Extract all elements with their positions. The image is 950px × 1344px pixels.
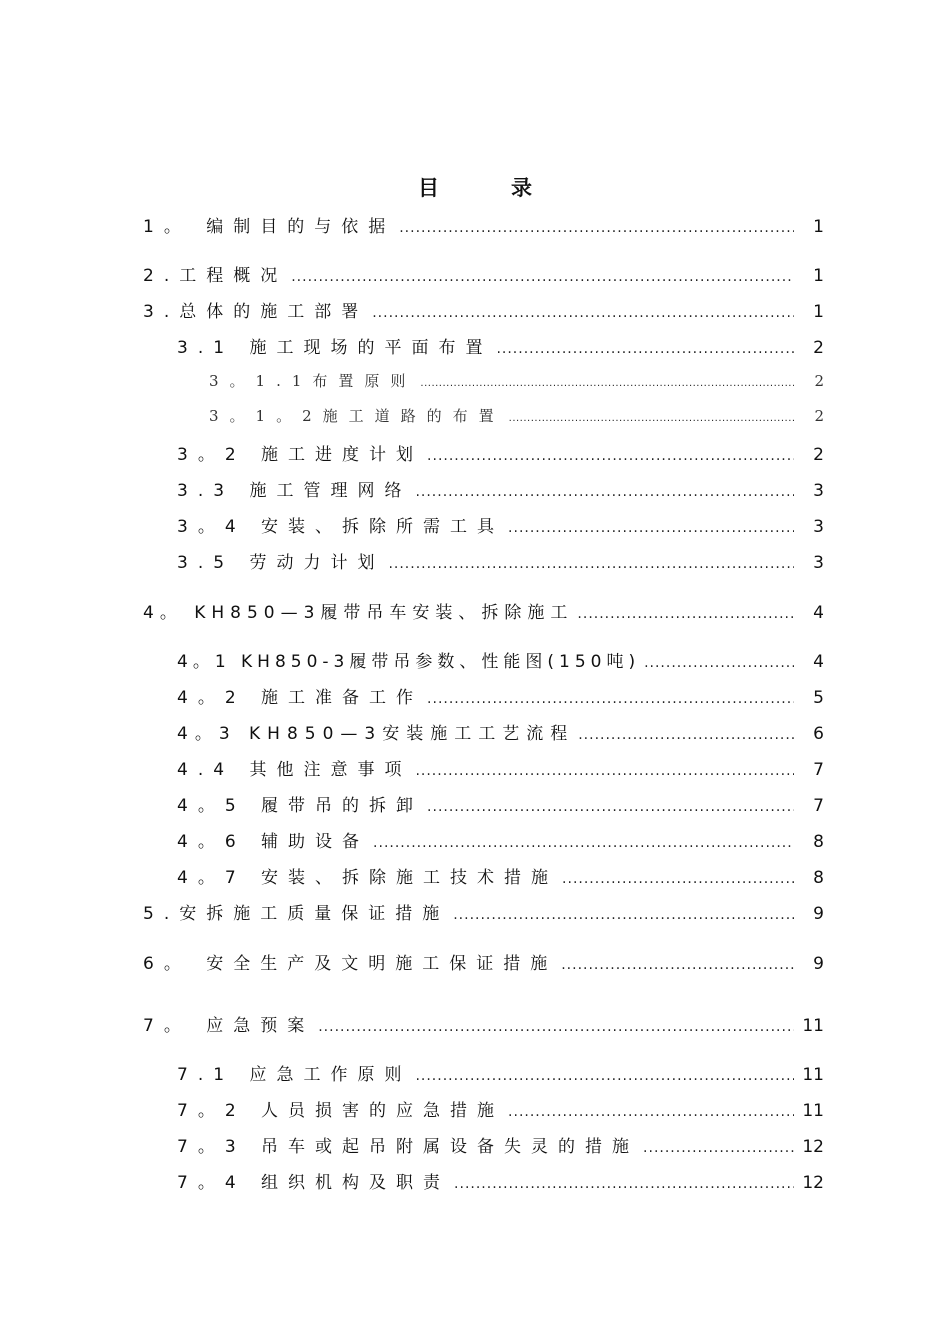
toc-leader-dots: [427, 799, 794, 815]
toc-entry-page: 3: [813, 553, 824, 573]
toc-entry-page: 11: [802, 1016, 824, 1036]
toc-entry[interactable]: [177, 333, 824, 358]
toc-entry-label: 4。 KH850—3履带吊车安装、拆除施工: [143, 603, 574, 623]
toc-entry-page: 4: [813, 652, 824, 672]
toc-leader-dots: [373, 835, 794, 851]
toc-leader-dots: [372, 305, 794, 321]
toc-entry-label: 3。2 施工进度计划: [177, 445, 424, 465]
toc-leader-dots: [415, 484, 794, 500]
toc-entry[interactable]: [143, 1011, 824, 1036]
toc-entry-page: 2: [814, 372, 824, 390]
toc-entry-page: 12: [802, 1137, 824, 1157]
toc-entry-page: 5: [813, 688, 824, 708]
toc-entry[interactable]: [143, 261, 824, 286]
toc-entry[interactable]: [177, 440, 824, 465]
toc-entry[interactable]: [143, 297, 824, 322]
toc-entry[interactable]: [209, 405, 824, 426]
toc-entry[interactable]: [209, 370, 824, 391]
toc-entry[interactable]: [177, 1168, 824, 1193]
toc-entry-page: 1: [813, 217, 824, 237]
toc-entry-label: 3。4 安装、拆除所需工具: [177, 517, 505, 537]
toc-entry-page: 1: [813, 266, 824, 286]
toc-entry-page: 12: [802, 1173, 824, 1193]
toc-entry-page: 11: [802, 1101, 824, 1121]
toc-entry[interactable]: [177, 548, 824, 573]
toc-leader-dots: [562, 871, 794, 887]
toc-entry[interactable]: [177, 1096, 824, 1121]
toc-entry[interactable]: [143, 899, 824, 924]
toc-entry-label: 7。3 吊车或起吊附属设备失灵的措施: [177, 1137, 640, 1157]
toc-entry-page: 6: [813, 724, 824, 744]
toc-entry-page: 8: [813, 868, 824, 888]
toc-entry-label: 6。 安全生产及文明施工保证措施: [143, 954, 558, 974]
toc-entry-label: 3.1 施工现场的平面布置: [177, 338, 493, 358]
toc-entry[interactable]: [177, 791, 824, 816]
toc-leader-dots: [509, 413, 794, 424]
toc-leader-dots: [578, 727, 794, 743]
toc-entry[interactable]: [177, 719, 824, 744]
toc-entry-label: 7.1 应急工作原则: [177, 1065, 412, 1085]
toc-title: [0, 172, 950, 202]
toc-entry-label: 4。2 施工准备工作: [177, 688, 424, 708]
toc-leader-dots: [508, 1104, 794, 1120]
toc-leader-dots: [388, 556, 794, 572]
toc-title-right: 录: [511, 176, 532, 200]
toc-entry-page: 2: [813, 338, 824, 358]
toc-entry-label: 3.3 施工管理网络: [177, 481, 412, 501]
toc-entry-label: 7。 应急预案: [143, 1016, 315, 1036]
toc-leader-dots: [318, 1019, 794, 1035]
toc-entry-label: 4.4 其他注意事项: [177, 760, 412, 780]
toc-entry-page: 11: [802, 1065, 824, 1085]
toc-entry-page: 4: [813, 603, 824, 623]
toc-entry[interactable]: [177, 647, 824, 672]
toc-leader-dots: [643, 1140, 794, 1156]
toc-entry-page: 7: [813, 760, 824, 780]
toc-entry[interactable]: [177, 1060, 824, 1085]
toc-entry-label: 4。6 辅助设备: [177, 832, 370, 852]
toc-entry-label: 3.总体的施工部署: [143, 302, 369, 322]
toc-entry-page: 2: [814, 407, 824, 425]
toc-entry-label: 4。5 履带吊的拆卸: [177, 796, 424, 816]
toc-leader-dots: [561, 957, 794, 973]
toc-leader-dots: [291, 269, 794, 285]
toc-leader-dots: [453, 907, 794, 923]
toc-entry-label: 7。2 人员损害的应急措施: [177, 1101, 505, 1121]
toc-entry[interactable]: [177, 683, 824, 708]
toc-entry-label: 4。3 KH850—3安装施工工艺流程: [177, 724, 575, 744]
toc-entry-label: 5.安拆施工质量保证措施: [143, 904, 450, 924]
toc-entry-page: 9: [813, 954, 824, 974]
toc-entry[interactable]: [143, 598, 824, 623]
toc-entry-page: 3: [813, 481, 824, 501]
toc-leader-dots: [427, 691, 794, 707]
toc-leader-dots: [508, 520, 794, 536]
toc-entry[interactable]: [177, 755, 824, 780]
toc-entry-page: 8: [813, 832, 824, 852]
toc-entry-label: 2.工程概况: [143, 266, 288, 286]
toc-entry-label: 7。4 组织机构及职责: [177, 1173, 451, 1193]
toc-entry[interactable]: [143, 949, 824, 974]
toc-leader-dots: [399, 220, 794, 236]
toc-leader-dots: [496, 341, 794, 357]
toc-leader-dots: [427, 448, 794, 464]
toc-entry-page: 2: [813, 445, 824, 465]
toc-entry[interactable]: [177, 512, 824, 537]
toc-entry-page: 9: [813, 904, 824, 924]
toc-entry[interactable]: [177, 1132, 824, 1157]
toc-entry[interactable]: [177, 863, 824, 888]
toc-entry-page: 7: [813, 796, 824, 816]
toc-entry[interactable]: [177, 476, 824, 501]
toc-entry-label: 4。1 KH850-3履带吊参数、性能图(150吨): [177, 652, 641, 672]
toc-leader-dots: [420, 378, 794, 389]
toc-entry-label: 1。 编制目的与依据: [143, 217, 396, 237]
toc-leader-dots: [415, 1068, 794, 1084]
toc-entry[interactable]: [143, 212, 824, 237]
toc-entry-label: 3。1。2施工道路的布置: [209, 407, 505, 425]
toc-entry-page: 1: [813, 302, 824, 322]
toc-entry[interactable]: [177, 827, 824, 852]
toc-leader-dots: [644, 655, 794, 671]
toc-leader-dots: [454, 1176, 794, 1192]
toc-title-left: 目: [418, 176, 439, 200]
toc-leader-dots: [415, 763, 794, 779]
toc-leader-dots: [577, 606, 794, 622]
toc-entry-label: 3。1.1布置原则: [209, 372, 417, 390]
toc-entry-page: 3: [813, 517, 824, 537]
toc-entry-label: 4。7 安装、拆除施工技术措施: [177, 868, 559, 888]
toc-entry-label: 3.5 劳动力计划: [177, 553, 385, 573]
